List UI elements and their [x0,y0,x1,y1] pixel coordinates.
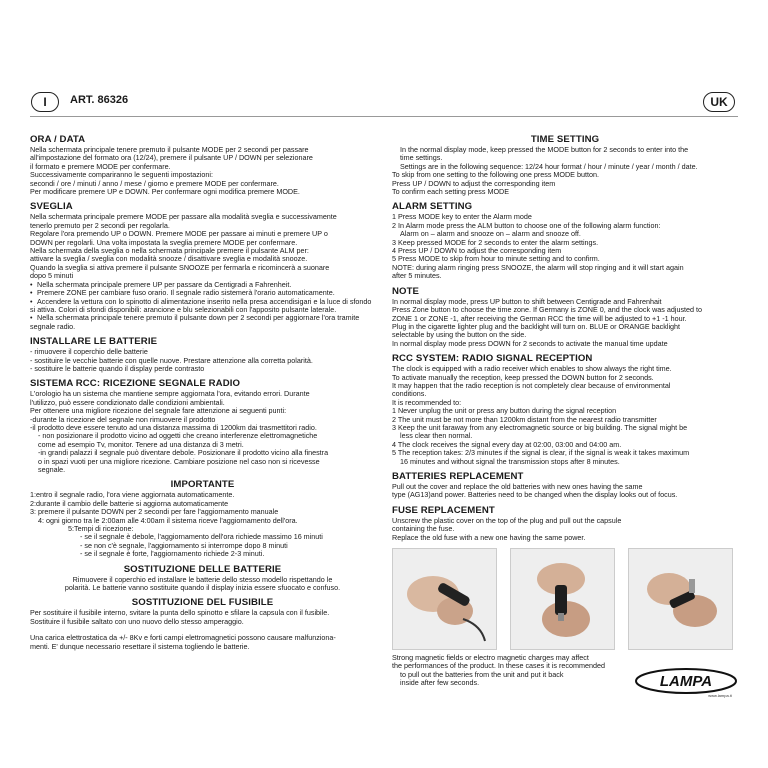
text-line: Replace the old fuse with a new one having the same power. [392,532,586,542]
text-line: Unscrew the plastic cover on the top of the plug and pull out the capsule [392,515,622,525]
section-installare-batterie [30,336,375,373]
text-line: 5 Press MODE to skip from hour to minute setting and to confirm. [392,254,600,264]
section-heading: BATTERIES REPLACEMENT [392,471,524,482]
text-line: Alarm on – alarm and snooze on – alarm and snooze off. [400,229,581,239]
text-line: selectable by using the button on the side. [392,330,527,340]
section-heading: FUSE REPLACEMENT [392,504,495,516]
text-line: 3 Keep the unit faraway from any electromagnetic source or big building. The signal might be [392,422,688,432]
text-line: - rimuovere il coperchio delle batterie [30,347,148,357]
text-line: DOWN per regolarli. Una volta impostata la sveglia premere MODE per confermare. [30,237,298,247]
text-line: Press Zone button to choose the time zone. If Germany is ZONE 0, and the clock was adjusted to [392,305,703,315]
text-line: polarità. Le batterie vanno sostituite quando il display inizia essere sfuocato e confuso. [64,583,341,593]
section-heading: INSTALLARE LE BATTERIE [30,336,158,348]
section-magnetic-note [392,654,622,688]
text-line: 16 minutes and without signal the transmission stops after 8 minutes. [400,456,620,466]
logo-text: LAMPA [659,673,713,690]
text-line: attivare la sveglia / sveglia con modalità snooze / disattivare sveglia e modalità snooze. [30,254,308,264]
text-line: 4: ogni giorno tra le 2:00am alle 4:00am il sistema riceve l'aggiornamento dell'ora. [38,515,298,525]
text-line: 3 Keep pressed MODE for 2 seconds to enter the alarm settings. [392,237,599,247]
section-batteries-replacement [392,471,738,500]
text-line: conditions. [392,389,427,399]
section-esd-note [30,634,375,651]
text-line: - se non c'è segnale, l'aggiornamento si interrompe dopo 8 minuti [80,540,288,550]
text-line: Plug in the cigarette lighter plug and the backlight will turn on. BLUE or ORANGE backlight [392,321,681,331]
text-line: il formato e premere MODE per confermare. [30,161,171,171]
text-line: 2:durante il cambio delle batterie si aggiorna automaticamente [30,498,229,508]
text-line: Nella schermata principale premere MODE per passare alla modalità sveglia e successivamente [30,212,337,222]
section-sostituzione-batterie [30,564,375,593]
text-line: In normal display mode, press UP button to shift between Centigrade and Fahrenhait [392,296,662,306]
section-sveglia [30,201,375,331]
section-ora-data [30,134,375,196]
text-line: secondi / ore / minuti / anno / mese / giorno e premere MODE per confermare. [30,178,279,188]
text-line: Per modificare premere UP e DOWN. Per confermare ogni modifica premere MODE. [30,187,300,197]
section-heading: ALARM SETTING [392,201,473,213]
text-line: come ad esempio Tv, monitor. Tenere ad una distanza di 3 metri. [38,439,244,449]
fuse-photos [392,548,738,648]
text-line: Per ottenere una migliore ricezione del segnale fare attenzione ai seguenti punti: [30,406,287,416]
bullet-item: • Premere ZONE per cambiare fuso orario. Il segnale radio sistemerà l'orario automaticamente. [30,289,375,297]
text-line: 1 Never unplug the unit or press any button during the signal reception [392,406,617,416]
text-line: Per sostituire il fusibile interno, svitare la punta dello spinotto e sfilare la capsula con il fusibile. [30,608,330,618]
text-line: Nella schermata della sveglia o nella schermata principale premere il pulsante ALM per: [30,246,309,256]
text-line: tenerlo premuto per 2 secondi per regolarla. [30,220,170,230]
text-line: 2 The unit must be not more than 1200km distant from the nearest radio transmitter [392,414,657,424]
text-line: the performances of the product. In these cases it is recommended [392,661,605,671]
section-sostituzione-fusibile [30,597,375,626]
text-line: inside after few seconds. [400,678,480,688]
text-line: 5 The reception takes: 2/3 minutes if the signal is clear, if the signal is weak it takes maximum [392,448,690,458]
bullet-item: • Accendere la vettura con lo spinotto di alimentazione inserito nella presa accendisigari e la luce di sfondo si attiva. Colori di sfondi disponibili: arancione e blu selezionabili con l'apposito pulsante laterale. [30,298,375,315]
text-line: To confirm each setting press MODE [392,187,510,197]
text-line: Una carica elettrostatica da +/- 8Kv e forti campi elettromagnetici possono causare malfunziona- [30,633,336,643]
lampa-logo-icon [634,668,738,698]
text-line: o in spazi vuoti per una migliore ricezione. Cambiare posizione nel caso non si ricevesse [38,456,320,466]
text-line: L'orologio ha un sistema che mantiene sempre aggiornata l'ora, evitando errori. Durante [30,389,310,399]
text-line: -il prodotto deve essere tenuto ad una distanza massima di 1200km dai trasmettitori radio. [30,422,317,432]
section-heading: SVEGLIA [30,201,73,213]
text-line: ZONE 1 or ZONE -1, after receiving the German RCC the time will be adjusted to +1 -1 hour. [392,313,687,323]
text-line: It is recommended to: [392,397,462,407]
text-line: Nella schermata principale tenere premuto il pulsante MODE per 2 secondi per passare [30,145,309,154]
english-column [392,134,738,688]
section-fuse-replacement [392,505,738,542]
language-badge-uk: UK [703,92,735,112]
text-line: l'utilizzo, può essere condizionato dalle condizioni ambientali. [30,397,225,407]
text-line: all'impostazione del formato ora (12/24), premere il pulsante UP / DOWN per selezionare [30,153,313,163]
text-line: segnale. [38,465,66,474]
section-heading: NOTE [392,285,420,297]
text-line: Successivamente compariranno le seguenti impostazioni: [30,170,213,180]
section-alarm-setting [392,201,738,280]
italian-column [30,134,375,651]
text-line: Quando la sveglia si attiva premere il pulsante SNOOZE per fermarla e ricomincerà a suonare [30,262,330,272]
text-line: Strong magnetic fields or electro magnetic charges may affect [392,653,589,663]
text-line: - sostituire le vecchie batterie con quelle nuove. Prestare attenzione alla corretta polarità. [30,355,313,365]
text-line: Pull out the cover and replace the old batteries with new ones having the same [392,482,643,491]
fuse-photo-3-icon [628,548,733,650]
section-heading: TIME SETTING [530,134,600,145]
text-line: - non posizionare il prodotto vicino ad oggetti che creano interferenze elettromagnetiche [38,431,318,441]
text-line: -durante la ricezione del segnale non rimuovere il prodotto [30,414,216,424]
text-line: - se il segnale è forte, l'aggiornamento richiede 2-3 minuti. [80,549,265,559]
section-heading: IMPORTANTE [170,479,235,491]
text-line: containing the fuse. [392,524,455,534]
text-line: Settings are in the following sequence: 12/24 hour format / hour / minute / year / month / date. [400,161,698,171]
logo-url: www.lampa.it [708,693,732,698]
section-heading: ORA / DATA [30,134,86,145]
text-line: menti. E' dunque necessario resettare il sistema togliendo le batterie. [30,641,250,651]
text-line: Regolare l'ora premendo UP o DOWN. Premere MODE per passare ai minuti e premere UP o [30,229,328,239]
text-line: 4 The clock receives the signal every day at 02:00, 03:00 and 04:00 am. [392,439,622,449]
section-note [392,286,738,348]
text-line: - sostituire le batterie quando il display perde contrasto [30,363,205,373]
section-heading: SOSTITUZIONE DEL FUSIBILE [131,597,274,609]
text-line: to pull out the batteries from the unit and put it back [400,669,564,679]
language-badge-italian: I [31,92,59,112]
section-rcc-system [392,353,738,466]
text-line: 1:entro il segnale radio, l'ora viene aggiornata automaticamente. [30,490,235,500]
text-line: after 5 minutes. [392,271,442,281]
text-line: time settings. [400,153,443,163]
text-line: In normal display mode press DOWN for 2 seconds to activate the manual time update [392,338,668,348]
text-line: Sostituire il fusibile saltato con uno nuovo dello stesso amperaggio. [30,616,244,626]
text-line: type (AG13)and power. Batteries need to be changed when the display looks out of focus. [392,490,678,500]
fuse-photo-1-icon [392,548,497,650]
text-line: - se il segnale è debole, l'aggiornamento dell'ora richiede massimo 16 minuti [80,532,323,542]
text-line: NOTE: during alarm ringing press SNOOZE, the alarm will stop ringing and it will start again [392,262,684,272]
text-line: 1 Press MODE key to enter the Alarm mode [392,212,532,222]
section-heading: SOSTITUZIONE DELLE BATTERIE [123,563,282,575]
text-line: less clear then normal. [400,431,473,441]
text-line: Press UP / DOWN to adjust the corresponding item [392,178,556,188]
section-time-setting [392,134,738,196]
fuse-photo-2-icon [510,548,615,650]
text-line: -in grandi palazzi il segnale può diventare debole. Posizionare il prodotto vicino alla finestra [38,448,329,458]
text-line: 5:Tempi di ricezione: [68,524,134,534]
section-sistema-rcc [30,378,375,474]
section-heading: RCC SYSTEM: RADIO SIGNAL RECEPTION [392,353,593,365]
text-line: dopo 5 minuti [30,271,74,281]
text-line: To activate manually the reception, keep pressed the DOWN button for 2 seconds. [392,372,654,382]
article-number: ART. 86326 [70,94,129,106]
section-heading: SISTEMA RCC: RICEZIONE SEGNALE RADIO [30,378,241,390]
section-importante [30,479,375,558]
text-line: It may happen that the radio reception is not completely clear because of environmental [392,380,671,390]
header-divider [30,116,738,117]
text-line: The clock is equipped with a radio receiver which enables to show always the right time. [392,364,672,374]
bullet-item: • Nella schermata principale premere UP per passare da Centigradi a Fahrenheit. [30,281,375,289]
text-line: In the normal display mode, keep pressed the MODE button for 2 seconds to enter into the [400,145,689,154]
bullet-item: • Nella schermata principale tenere premuto il pulsante down per 2 secondi per aggiornare l'ora tramite segnale radio. [30,314,375,331]
text-line: 3: premere il pulsante DOWN per 2 secondi per fare l'aggiornamento manuale [30,507,279,517]
text-line: 4 Press UP / DOWN to adjust the corresponding item [392,246,562,256]
text-line: To skip from one setting to the following one press MODE button. [392,170,599,180]
text-line: 2 In Alarm mode press the ALM button to choose one of the following alarm function: [392,220,661,230]
text-line: Rimuovere il coperchio ed installare le batterie dello stesso modello rispettando le [72,574,333,584]
